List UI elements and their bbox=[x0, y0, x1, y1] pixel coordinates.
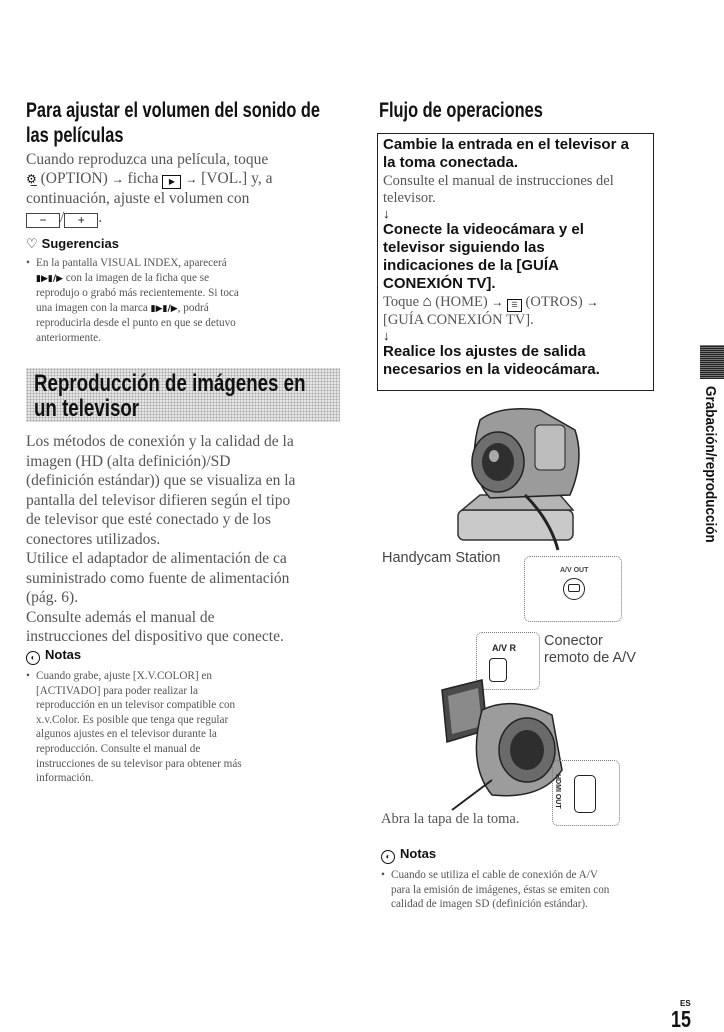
handycam-station-illustration bbox=[440, 400, 600, 555]
hdmi-jack-icon bbox=[574, 775, 596, 813]
home-icon: ⌂ bbox=[422, 294, 432, 310]
list-item: • En la pantalla VISUAL INDEX, aparecerá ▮▶▮/▶ con la imagen de la ficha que se reprodujo o grabó más recientemente. Si toca una imagen con la marca ▮▶▮/▶, podrá reproducirla desde el punto en que se detuvo anteriormente. bbox=[26, 257, 239, 344]
notes-heading: Notas bbox=[45, 647, 82, 662]
arrow-icon: → bbox=[111, 172, 124, 186]
others-icon: ☰ bbox=[507, 299, 522, 312]
step-3-title: Realice los ajustes de salida necesarios en la videocámara. bbox=[383, 343, 600, 378]
page-number: 15 bbox=[671, 1006, 691, 1032]
list-item: • Cuando se utiliza el cable de conexión de A/V para la emisión de imágenes, éstas se emiten con calidad de imagen SD (definición estándar). bbox=[381, 869, 610, 911]
list-item: • Cuando grabe, ajuste [X.V.COLOR] en [ACTIVADO] para poder realizar la reproducción en un televisor compatible con x.v.Color. Es posible que tenga que regular algunos ajustes en el televisor durante la reproducción. Consulte el manual de instrucciones de su televisor para obtener más información. bbox=[26, 670, 242, 785]
side-tab-label: Grabación/reproducción bbox=[702, 386, 719, 543]
option-icon: ⚙̲ bbox=[26, 172, 37, 186]
page-lang: ES bbox=[680, 999, 691, 1008]
camcorder-open-illustration bbox=[432, 670, 572, 815]
section-body: Los métodos de conexión y la calidad de la imagen (HD (alta definición)/SD (definición estándar)) que se visualiza en la pantalla del televisor difieren según el tipo de televisor que esté conectado y de los conectores utilizados. Utilice el adaptador de alimentación de ca suministrado como fuente de alimentación (pág. 6). Consulte además el manual de instrucciones del dispositivo que conecte. bbox=[26, 433, 296, 645]
section-title: Reproducción de imágenes en un televisor bbox=[34, 370, 306, 422]
volume-heading: Para ajustar el volumen del sonido de las películas bbox=[26, 99, 321, 147]
notes-block-right bbox=[381, 846, 661, 912]
tips-heading: Sugerencias bbox=[41, 236, 119, 251]
down-arrow-icon: ↓ bbox=[383, 328, 390, 343]
notes-heading: Notas bbox=[400, 846, 437, 861]
lightbulb-icon: ♡ bbox=[26, 237, 38, 252]
step-1-title: Cambie la entrada en el televisor a la toma conectada. bbox=[383, 136, 629, 171]
flow-heading: Flujo de operaciones bbox=[379, 99, 543, 122]
side-tab-marker bbox=[700, 345, 724, 379]
volume-plus-button: + bbox=[64, 213, 98, 228]
volume-section bbox=[26, 98, 346, 148]
volume-minus-button: − bbox=[26, 213, 60, 228]
step-1-body: Consulte el manual de instrucciones del televisor. bbox=[383, 173, 614, 206]
tips-block bbox=[26, 236, 346, 346]
hdmi-label: HDMI OUT bbox=[554, 774, 561, 809]
handycam-station-label: Handycam Station bbox=[382, 550, 501, 566]
down-arrow-icon: ↓ bbox=[383, 206, 390, 221]
open-jack-label: Abra la tapa de la toma. bbox=[381, 811, 520, 827]
arrow-icon: → bbox=[586, 295, 599, 309]
step-2-body: Toque ⌂ (HOME) → ☰ (OTROS) → [GUÍA CONEXIÓN TV]. bbox=[383, 294, 599, 328]
connector-label: Conector remoto de A/V bbox=[544, 633, 636, 666]
film-tab-icon: ▶ bbox=[162, 175, 181, 189]
arrow-icon: → bbox=[185, 172, 198, 186]
flow-steps bbox=[383, 136, 651, 379]
notes-block-left bbox=[26, 647, 346, 786]
av-out-label: A/V OUT bbox=[560, 567, 589, 574]
notes-icon: ◐ bbox=[26, 651, 40, 665]
volume-body: Cuando reproduzca una película, toque ⚙̲ (OPTION) → ficha ▶ → [VOL.] y, a continuación, ajuste el volumen con − / + . bbox=[26, 151, 273, 227]
play-mark-icon: ▮▶▮/▶ bbox=[36, 273, 64, 284]
av-remote-jack-label: A/V R bbox=[492, 643, 517, 653]
step-2-title: Conecte la videocámara y el televisor siguiendo las indicaciones de la [GUÍA CONEXIÓN TV]. bbox=[383, 221, 584, 292]
play-mark-icon: ▮▶▮/▶ bbox=[150, 303, 178, 314]
notes-icon: ◐ bbox=[381, 850, 395, 864]
arrow-icon: → bbox=[491, 295, 504, 309]
